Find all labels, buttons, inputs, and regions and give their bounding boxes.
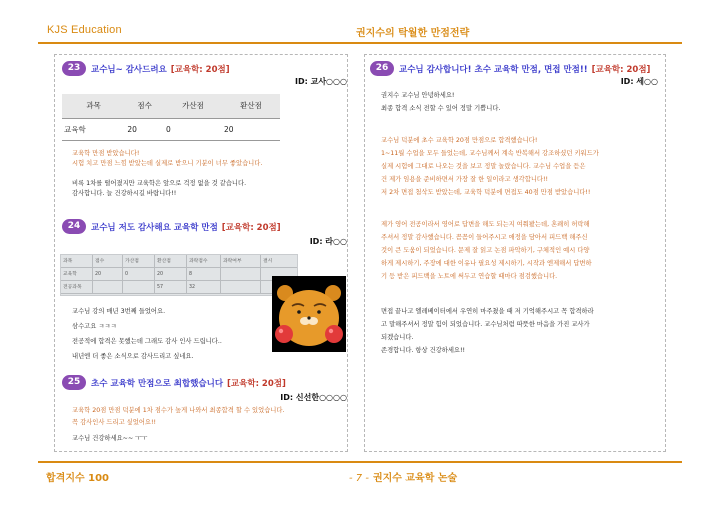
score-table-cell: 교육학	[62, 118, 125, 140]
body-line: 교수님 건강하세요~~ ㅜㅜ	[72, 435, 148, 442]
photo-cell: 교육학	[61, 268, 93, 281]
score-table-cell: 20	[125, 118, 164, 140]
page-number: - 7 -	[349, 473, 369, 484]
post-title-text: 초수 교육학 만점으로 최합했습니다	[91, 378, 224, 389]
post-23-title	[62, 61, 230, 76]
photo-cell: 과목	[61, 255, 93, 268]
photo-cell: 20	[93, 268, 123, 281]
score-table-header: 점수	[125, 94, 164, 118]
footer-center	[349, 469, 457, 484]
score-tag: [교육학: 20점]	[227, 378, 286, 389]
body-line: 교육학 20점 만점 덕분에 1차 점수가 높게 나와서 최종합격 할 수 있었습니다.	[72, 407, 285, 414]
header-rule	[38, 42, 682, 44]
photo-cell: 과락점수	[187, 255, 221, 268]
photo-cell	[221, 281, 261, 294]
body-line: 교수님 강의 매년 3번째 들었어요.	[72, 308, 166, 315]
post-26-body-highlight-1	[381, 134, 599, 199]
body-line: 최종 합격 소식 전할 수 있어 정말 기쁩니다.	[381, 105, 501, 112]
body-line: 꼭 감사인사 드리고 싶었어요!!	[72, 419, 157, 426]
body-line: 전공적에 합격은 못했는데 그래도 감사 인사 드립니다..	[72, 338, 222, 345]
photo-cell	[93, 281, 123, 294]
photo-cell: 결시	[261, 255, 298, 268]
post-25-body	[72, 434, 147, 444]
post-title-text: 교수님 감사합니다! 초수 교육학 만점, 면접 만점!!	[399, 64, 588, 75]
score-table-header: 환산점	[222, 94, 280, 118]
body-line: 고 말해주셔서 정말 힘이 되었습니다. 교수님처럼 따뜻한 마음을 가진 교사가	[381, 321, 590, 328]
ryan-character-icon	[272, 276, 346, 352]
post-24-title	[62, 219, 281, 234]
post-23-body	[72, 179, 246, 199]
body-line: 교수님 덕분에 초수 교육학 20점 만점으로 합격했습니다!	[381, 137, 538, 144]
post-24-body	[72, 307, 222, 362]
post-23-body-highlight	[72, 149, 262, 169]
body-line: 비록 1차를 떨어졌지만 교육학은 앞으로 걱정 없을 것 같습니다.	[72, 180, 247, 187]
post-number-badge: 25	[62, 375, 86, 390]
body-line: 실제 시험에 그대로 나오는 것을 보고 정말 놀랐습니다. 교수님 수업을 듣은	[381, 163, 586, 170]
body-line: 내년엔 더 좋은 소식으로 감사드리고 싶네요.	[72, 353, 194, 360]
score-table-cell: 20	[222, 118, 280, 140]
body-line: 교육학 만점 받았습니다!	[72, 150, 140, 157]
score-tag: [교육학: 20점]	[170, 64, 230, 75]
post-24-author-id: ID: 라○○	[309, 237, 347, 246]
score-table-header: 가산점	[164, 94, 222, 118]
photo-cell: 가산점	[123, 255, 155, 268]
body-line: 감사합니다. 늘 건강하시길 바랍니다!!	[72, 190, 177, 197]
score-tag: [교육학: 20점]	[591, 64, 651, 75]
post-26-title	[370, 61, 650, 76]
post-26-body-closing	[381, 305, 594, 357]
body-line: 저 2차 면접 첨삭도 받았는데, 교육학 덕분에 면접도 40점 만점 받았습니다!!	[381, 189, 591, 196]
post-26-greeting	[381, 89, 500, 115]
score-tag: [교육학: 20점]	[221, 222, 281, 233]
photo-cell: 환산점	[155, 255, 187, 268]
score-table-header: 과목	[62, 94, 125, 118]
photo-cell: 32	[187, 281, 221, 294]
score-table	[62, 94, 280, 141]
post-25-author-id: ID: 신선한○○○○	[280, 393, 347, 402]
body-line: 기 등 받은 피드백을 노트에 써두고 연습할 때마다 점검했습니다.	[381, 273, 558, 280]
post-25-body-highlight	[72, 406, 284, 428]
post-23-author-id: ID: 교사○○○	[295, 77, 347, 86]
photo-cell	[123, 281, 155, 294]
brand-name: KJS Education	[47, 24, 122, 36]
body-line: 주셔서 정말 감사했습니다. 꼼꼼이 들어주시고 애정을 담아서 피드백 해주신	[381, 234, 588, 241]
photo-cell	[221, 268, 261, 281]
body-line: 제가 영어 전공이라서 영어로 답변을 해도 되는지 여쭤봤는데, 혼쾌히 허락해	[381, 221, 590, 228]
post-title-text: 교수님 저도 감사해요 교육학 만점	[91, 222, 218, 233]
photo-cell: 전공과목	[61, 281, 93, 294]
score-photo	[60, 254, 298, 296]
body-line: 되겠습니다.	[381, 334, 414, 341]
photo-cell: 20	[155, 268, 187, 281]
body-line: 삼수고요 ㅋㅋㅋ	[72, 323, 117, 330]
score-table-cell: 0	[164, 118, 222, 140]
post-26-body-highlight-2	[381, 218, 592, 283]
post-number-badge: 23	[62, 61, 86, 76]
post-25-title	[62, 375, 286, 390]
footer-subtitle: 권지수 교육학 논술	[372, 473, 458, 484]
photo-cell: 0	[123, 268, 155, 281]
post-number-badge: 26	[370, 61, 394, 76]
photo-cell: 57	[155, 281, 187, 294]
post-title-text: 교수님~ 감사드려요	[91, 64, 167, 75]
footer-series-title: 합격지수 100	[46, 473, 109, 484]
post-26-author-id: ID: 세○○	[620, 77, 658, 86]
body-line: 시험 치고 만점 느낌 받았는데 실제로 받으니 기분이 너무 좋았습니다.	[72, 160, 263, 167]
body-line: 면접 끝나고 엘레베이터에서 우연히 마주쳤을 때 저 기억해주시고 꼭 합격하라	[381, 308, 594, 315]
photo-cell: 과락여부	[221, 255, 261, 268]
footer-rule	[38, 461, 682, 463]
body-line: 권지수 교수님 안녕하세요!	[381, 92, 455, 99]
photo-cell: 8	[187, 268, 221, 281]
body-line: 건 제가 임용을 준비하면서 가장 잘 한 일이라고 생각합니다!!	[381, 176, 549, 183]
post-number-badge: 24	[62, 219, 86, 234]
body-line: 것이 큰 도움이 되었습니다. 문제 잘 읽고 논점 파악하기, 구체적인 예시 다양	[381, 247, 590, 254]
photo-cell: 점수	[93, 255, 123, 268]
book-title: 권지수의 탁월한 만점전략	[356, 28, 470, 39]
body-line: 존경합니다. 항상 건강하세요!!	[381, 347, 466, 354]
body-line: 1~11월 수업을 모두 들었는데, 교수님께서 계속 반복해서 강조하셨던 키워드가	[381, 150, 599, 157]
body-line: 하게 제시하기, 주장에 대한 이유나 필요성 제시하기, 시작과 엔제해서 답변하	[381, 260, 592, 267]
